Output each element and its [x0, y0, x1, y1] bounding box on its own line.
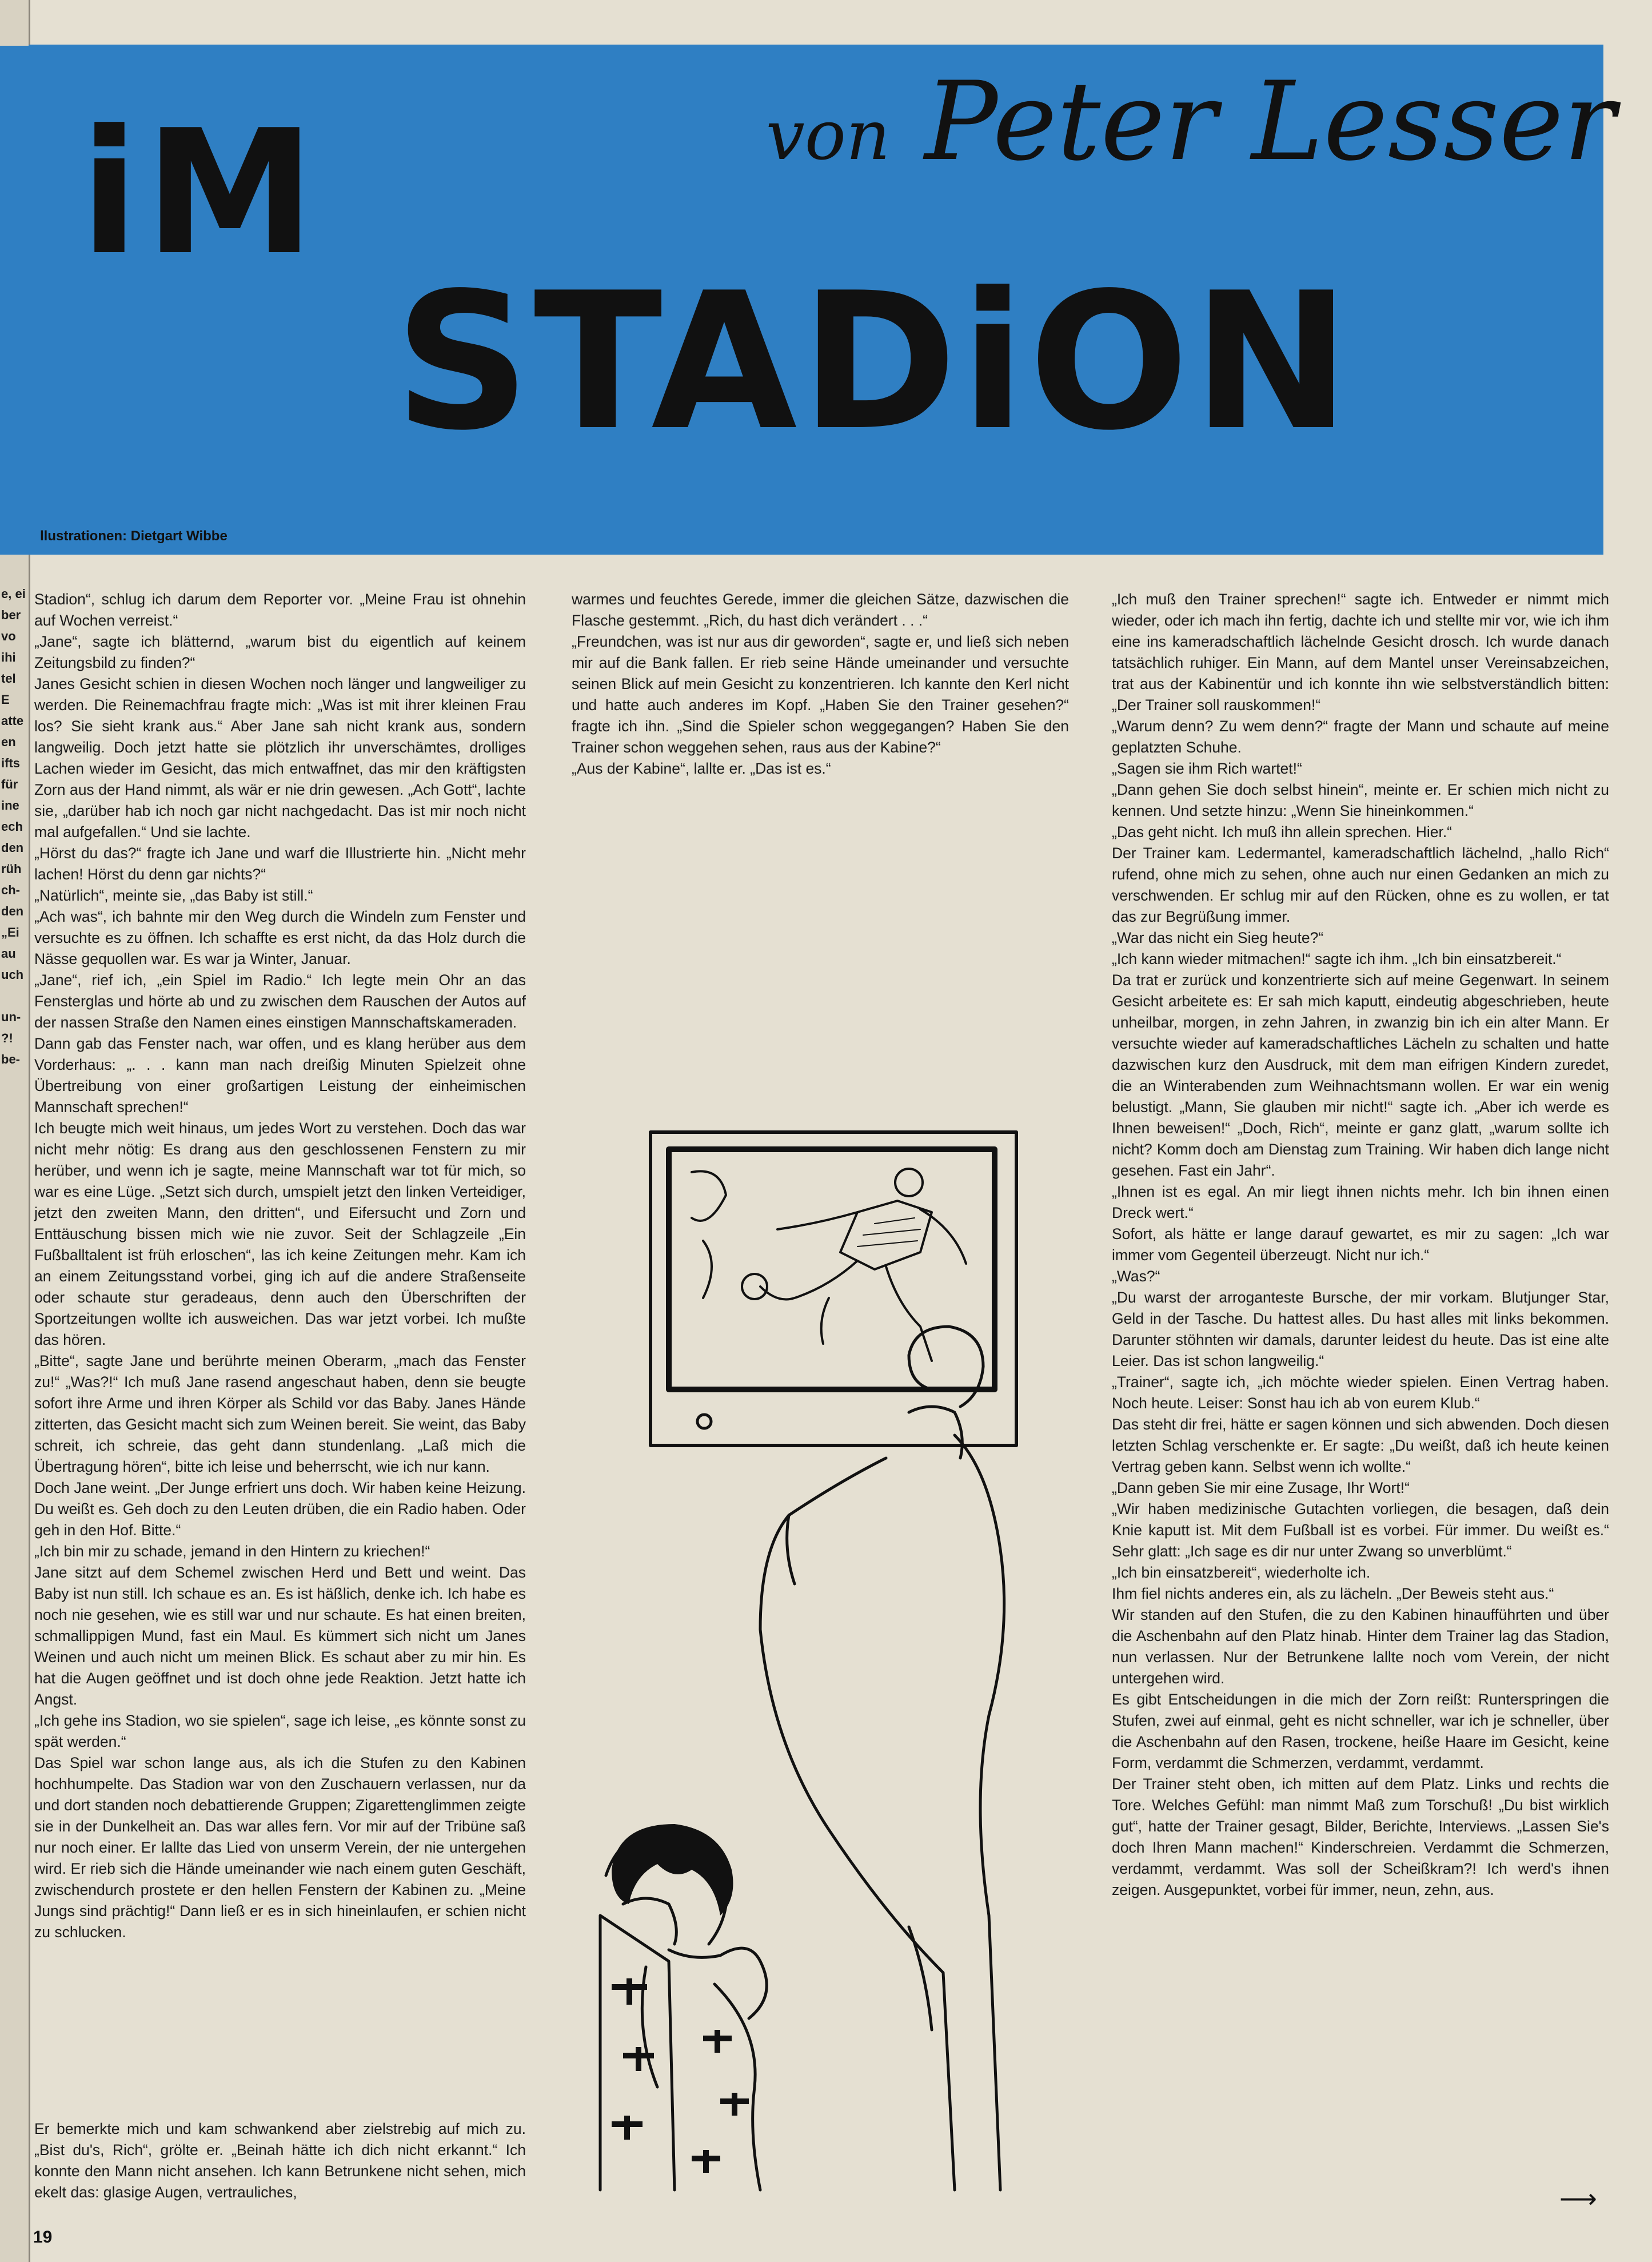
column-2-paragraphs [572, 589, 1069, 779]
paragraph: „Natürlich“, meinte sie, „das Baby ist still.“ [34, 887, 313, 904]
paragraph: „Wir haben medizinische Gutachten vorliegen, die besagen, daß dein Knie kaputt ist. Mit dem Fußball ist es vorbei. Für immer. Du weißt es.“ Sehr glatt: „Ich sage es dir nur unter Zwang so unverblümt.“ [1112, 1500, 1609, 1560]
paragraph: Der Trainer steht oben, ich mitten auf dem Platz. Links und rechts die Tore. Welches Gefühl: man nimmt Maß zum Torschuß! „Du bist wirklich gut“, hatte der Trainer gesagt, Bilder, Berichte, Interviews. „Lassen Sie's doch Ihren Mann machen!“ Kinderschreien. Verdammt die Schmerzen, verdammt, verdammt. Was soll der Scheißkram?! Ich werd's ihnen zeigen. Ausgepunktet, vorbei für immer, neun, zehn, aus. [1112, 1775, 1609, 1898]
paragraph: „Jane“, sagte ich blätternd, „warum bist du eigentlich auf keinem Zeitungsbild zu finden?“ [34, 633, 526, 671]
paragraph: „Ich muß den Trainer sprechen!“ sagte ich. Entweder er nimmt mich wieder, oder ich mach ihn fertig, dachte ich und stellte mir vor, wie ich ihm eine ins kameradschaftlich lächelnde Gesicht drosch. Ich wurde danach tatsächlich ruhiger. Ein Mann, auf dem Mantel unser Vereinsabzeichen, trat aus der Kabinentür und ich konnte ihn wie selbstverständlich bitten: „Der Trainer soll rauskommen!“ [1112, 591, 1609, 714]
paragraph: Jane sitzt auf dem Schemel zwischen Herd und Bett und weint. Das Baby ist nun still. Ich schaue es an. Es ist häßlich, denke ich. Ich habe es noch nie gesehen, wie es still war und nur schaute. Es hat einen breiten, schmallippigen Mund, fast ein Maul. Es kümmert sich nicht um Janes Weinen und auch nicht um meinen Blick. Es schaut aber zu mir hin. Es hat die Augen geöffnet und ist doch ohne jede Reaktion. Jetzt hatte ich Angst. [34, 1564, 526, 1708]
paragraph: Der Trainer kam. Ledermantel, kameradschaftlich lächelnd, „hallo Rich“ rufend, ohne mich zu sehen, ohne auch nur einen Gedanken an mich zu verschwenden. Er schlug mir auf den Rücken, ohne es zu wollen, er tat das zur Begrüßung immer. [1112, 845, 1609, 925]
byline-name: Peter Lesser [924, 58, 1615, 185]
paragraph: „Ach was“, ich bahnte mir den Weg durch die Windeln zum Fenster und versuchte es zu öffnen. Ich schaffte es erst nicht, da das Holz durch die Nässe gequollen war. Es war ja Winter, Januar. [34, 908, 526, 967]
paragraph: Das steht dir frei, hätte er sagen können und sich abwenden. Doch diesen letzten Schlag verschenkte er. Er sagte: „Du weißt, daß ich heute keinen Vertrag geben kann. Selbst wenn ich wollte.“ [1112, 1416, 1609, 1475]
paragraph: Dann gab das Fenster nach, war offen, und es klang herüber aus dem Vorderhaus: „. . . kann man nach dreißig Minuten Spielzeit ohne Übertreibung von einer großartigen Leistung der einheimischen Mannschaft sprechen!“ [34, 1035, 526, 1116]
paragraph: „Freundchen, was ist nur aus dir geworden“, sagte er, und ließ sich neben mir auf die Bank fallen. Er rieb seine Hände umeinander und versuchte seinen Blick auf mein Gesicht zu konzentrieren. Ich kannte den Kerl nicht und hatte auch anderes im Kopf. „Haben Sie den Trainer gesehen?“ fragte ich ihn. „Sind die Spieler schon weggegangen? Haben Sie den Trainer schon weggehen sehen, raus aus der Kabine?“ [572, 633, 1069, 756]
text-column-3 [1112, 589, 1609, 1901]
paragraph: warmes und feuchtes Gerede, immer die gleichen Sätze, dazwischen die Flasche gestemmt. „Rich, du hast dich verändert . . .“ [572, 591, 1069, 629]
adjacent-page-text-fragments: e, ei ber vo ihi tel E atte en ifts für ine ech den rüh ch- den „Ei au uch un- ?! be- [1, 587, 26, 1066]
paragraph: „Warum denn? Zu wem denn?“ fragte der Mann und schaute auf meine geplatzten Schuhe. [1112, 718, 1609, 756]
paragraph: „Das geht nicht. Ich muß ihn allein sprechen. Hier.“ [1112, 823, 1453, 841]
text-column-1 [34, 589, 526, 2201]
paragraph: „Ich kann wieder mitmachen!“ sagte ich ihm. „Ich bin einsatzbereit.“ [1112, 950, 1562, 967]
chair-cross-5 [720, 2093, 749, 2116]
paragraph: Ihm fiel nichts anderes ein, als zu lächeln. „Der Beweis steht aus.“ [1112, 1585, 1554, 1602]
text-column-2 [572, 589, 1069, 779]
paragraph: „Ich gehe ins Stadion, wo sie spielen“, sage ich leise, „es könnte sonst zu spät werden.“ [34, 1712, 526, 1750]
paragraph: Da trat er zurück und konzentrierte sich auf meine Gegenwart. In seinem Gesicht arbeitete es: Er sah mich kaputt, eindeutig abgeschrieben, heute unheilbar, morgen, in zehn Jahren, in zwanzig bin ich ein alter Mann. Er versuchte wieder auf kameradschaftliches Lächeln zu schalten und hatte dazwischen kurz den Ausdruck, mit dem man eifrigen Kindern zuredet, die an Winterabenden zum Weihnachtsmann wollen. Er war ein wenig belustigt. „Mann, Sie glauben mir nicht!“ sagte ich. „Aber ich werde es Ihnen beweisen!“ „Doch, Rich“, meinte er ganz glatt, „warum sollte ich nicht? Komm doch am Dienstag zum Training. Wir haben dich lange nicht gesehen. Fast ein Jahr“. [1112, 971, 1609, 1179]
paragraph: „War das nicht ein Sieg heute?“ [1112, 929, 1324, 946]
column-1-paragraphs [34, 589, 526, 1943]
chair-cross-4 [703, 2030, 732, 2053]
paragraph: „Aus der Kabine“, lallte er. „Das ist es.“ [572, 760, 831, 777]
paragraph: „Ich bin einsatzbereit“, wiederholte ich. [1112, 1564, 1371, 1581]
author-byline [766, 58, 1615, 185]
chair-cross-3 [612, 2116, 643, 2140]
ink-illustration [589, 1115, 1058, 2201]
paragraph: Janes Gesicht schien in diesen Wochen noch länger und langweiliger zu werden. Die Reinemachfrau fragte mich: „Was ist mit ihrer kleinen Frau los? Sie sieht krank aus.“ Aber Jane sah nicht krank aus, sondern langweilig. Doch jetzt hatte sie plötzlich ihr unverschämtes, drolliges Lachen wieder im Gesicht, das mich entwaffnet, das mir den kräftigsten Zorn aus der Hand nimmt, als wär er nie drin gewesen. „Ach Gott“, lachte sie, „darüber hab ich noch gar nicht nachgedacht. Das ist mir noch nicht mal aufgefallen.“ Und sie lachte. [34, 675, 526, 841]
paragraph: „Was?“ [1112, 1268, 1160, 1285]
title-line-1: iM [80, 93, 321, 293]
tv-knob [697, 1415, 711, 1428]
adjacent-page-strip [0, 0, 30, 2262]
column-3-paragraphs [1112, 589, 1609, 1901]
paragraph: „Hörst du das?“ fragte ich Jane und warf die Illustrierte hin. „Nicht mehr lachen! Hörst du denn gar nichts?“ [34, 845, 526, 883]
paragraph: Doch Jane weint. „Der Junge erfriert uns doch. Wir haben keine Heizung. Du weißt es. Geh doch zu den Leuten drüben, die ein Radio haben. Oder geh in den Hof. Bitte.“ [34, 1479, 526, 1539]
paragraph: „Sagen sie ihm Rich wartet!“ [1112, 760, 1302, 777]
paragraph: „Dann gehen Sie doch selbst hinein“, meinte er. Er schien mich nicht zu kennen. Und setzte hinzu: „Wenn Sie hineinkommen.“ [1112, 781, 1609, 819]
paragraph: „Trainer“, sagte ich, „ich möchte wieder spielen. Einen Vertrag haben. Noch heute. Leiser: Sonst hau ich ab von eurem Klub.“ [1112, 1373, 1609, 1412]
paragraph: „Dann geben Sie mir eine Zusage, Ihr Wort!“ [1112, 1479, 1410, 1496]
paragraph: Das Spiel war schon lange aus, als ich die Stufen zu den Kabinen hochhumpelte. Das Stadion war von den Zuschauern verlassen, nur da und dort standen noch debattierende Gruppen; Zigarettenglimmen zeigte sie in der Dunkelheit an. Das war alles fern. Vor mir auf der Tribüne saß nur noch einer. Er lallte das Lied von unserm Verein, der nie untergehen wird. Er rieb sich die Hände umeinander wie nach einem guten Geschäft, zwischendurch prostete er den hellen Fenstern der Kabinen zu. „Meine Jungs sind prächtig!“ Dann ließ er es in sich hineinlaufen, er schien nicht zu schlucken. [34, 1754, 526, 1941]
paragraph: Stadion“, schlug ich darum dem Reporter vor. „Meine Frau ist ohnehin auf Wochen verreist.“ [34, 591, 526, 629]
paragraph: „Du warst der arroganteste Bursche, der mir vorkam. Blutjunger Star, Geld in der Tasche. Du hattest alles. Du hast alles mit links bekommen. Darunter stöhnten wir damals, darunter leidest du heute. Das ist eine alte Leier. Das ist schon langweilig.“ [1112, 1289, 1609, 1369]
byline-prefix: von [766, 96, 891, 176]
page-number: 19 [33, 2228, 53, 2247]
man-silhouette [760, 1327, 1004, 2190]
title-line-2: STADiON [394, 252, 1354, 472]
tv-frame [651, 1132, 1016, 1445]
paragraph: „Ihnen ist es egal. An mir liegt ihnen nichts mehr. Ich bin ihnen einen Dreck wert.“ [1112, 1183, 1609, 1221]
paragraph: Ich beugte mich weit hinaus, um jedes Wort zu verstehen. Doch das war nicht mehr nötig: Es drang aus den geschlossenen Fenstern zu mir herüber, und wenn ich je sagte, meine Mannschaft war tot für mich, so war es eine Lüge. „Setzt sich durch, umspielt jetzt den linken Verteidiger, jetzt den zweiten Mann, den dritten“, und Eifersucht und Zorn und Enttäuschung bissen mich wie nie zuvor. Seit der Schlagzeile „Ein Fußballtalent ist früh erloschen“, las ich keine Zeitungen mehr. Kam ich an einem Zeitungsstand vorbei, ging ich auf die andere Straßenseite oder schaute stur geradeaus, denn auch den Überschriften der Sportzeitungen wollte ich ausweichen. Das war jetzt vorbei. Ich mußte das hören. [34, 1120, 526, 1348]
adjacent-page-blue-edge [0, 46, 29, 555]
paragraph: Wir standen auf den Stufen, die zu den Kabinen hinaufführten und über die Aschenbahn auf den Platz hinab. Hinter dem Trainer lag das Stadion, nun verlassen. Nur der Betrunkene lallte noch vom Verein, der nicht untergehen wird. [1112, 1606, 1609, 1687]
paragraph: Es gibt Entscheidungen in die mich der Zorn reißt: Runterspringen die Stufen, zwei auf einmal, geht es nicht schneller, war ich je schneller, über die Aschenbahn auf den Rasen, trockene, heiße Haare im Gesicht, keine Form, verdammt die Schmerzen, verdammt, verdammt. [1112, 1691, 1609, 1771]
paragraph: „Bitte“, sagte Jane und berührte meinen Oberarm, „mach das Fenster zu!“ „Was?!“ Ich muß Jane rasend angeschaut haben, denn sie beugte sofort ihre Arme und ihren Körper als Schild vor das Baby. Janes Hände zitterten, das Gesicht macht sich zum Weinen bereit. Sie weint, das Baby schreit, ich schreie, das geht dann stundenlang. „Laß mich die Übertragung hören“, bitte ich leise und beherrscht, wie ich nur kann. [34, 1352, 526, 1475]
paragraph: „Ich bin mir zu schade, jemand in den Hintern zu kriechen!“ [34, 1543, 430, 1560]
title-banner [29, 45, 1615, 555]
illustration-credit: llustrationen: Dietgart Wibbe [40, 528, 228, 544]
paragraph: Sofort, als hätte er lange darauf gewartet, es mir zu sagen: „Ich war immer vom Gegenteil überzeugt. Nicht nur ich.“ [1112, 1225, 1609, 1264]
chair-cross-6 [692, 2150, 720, 2173]
column-1-tail-paragraph: Er bemerkte mich und kam schwankend aber zielstrebig auf mich zu. „Bist du's, Rich“, grölte er. „Beinah hätte ich dich nicht erkannt.“ Ich konnte den Mann nicht ansehen. Ich kann Betrunkene nicht sehen, mich ekelt das: glasige Augen, vertrauliches, [34, 2120, 526, 2201]
tv-screen [669, 1149, 995, 1389]
continue-arrow-icon: ⟶ [1559, 2184, 1597, 2213]
paragraph: „Jane“, rief ich, „ein Spiel im Radio.“ Ich legte mein Ohr an das Fensterglas und hörte ab und zu zwischen dem Rauschen der Autos auf der nassen Straße den Namen eines einstigen Mannschaftskameraden. [34, 971, 526, 1031]
